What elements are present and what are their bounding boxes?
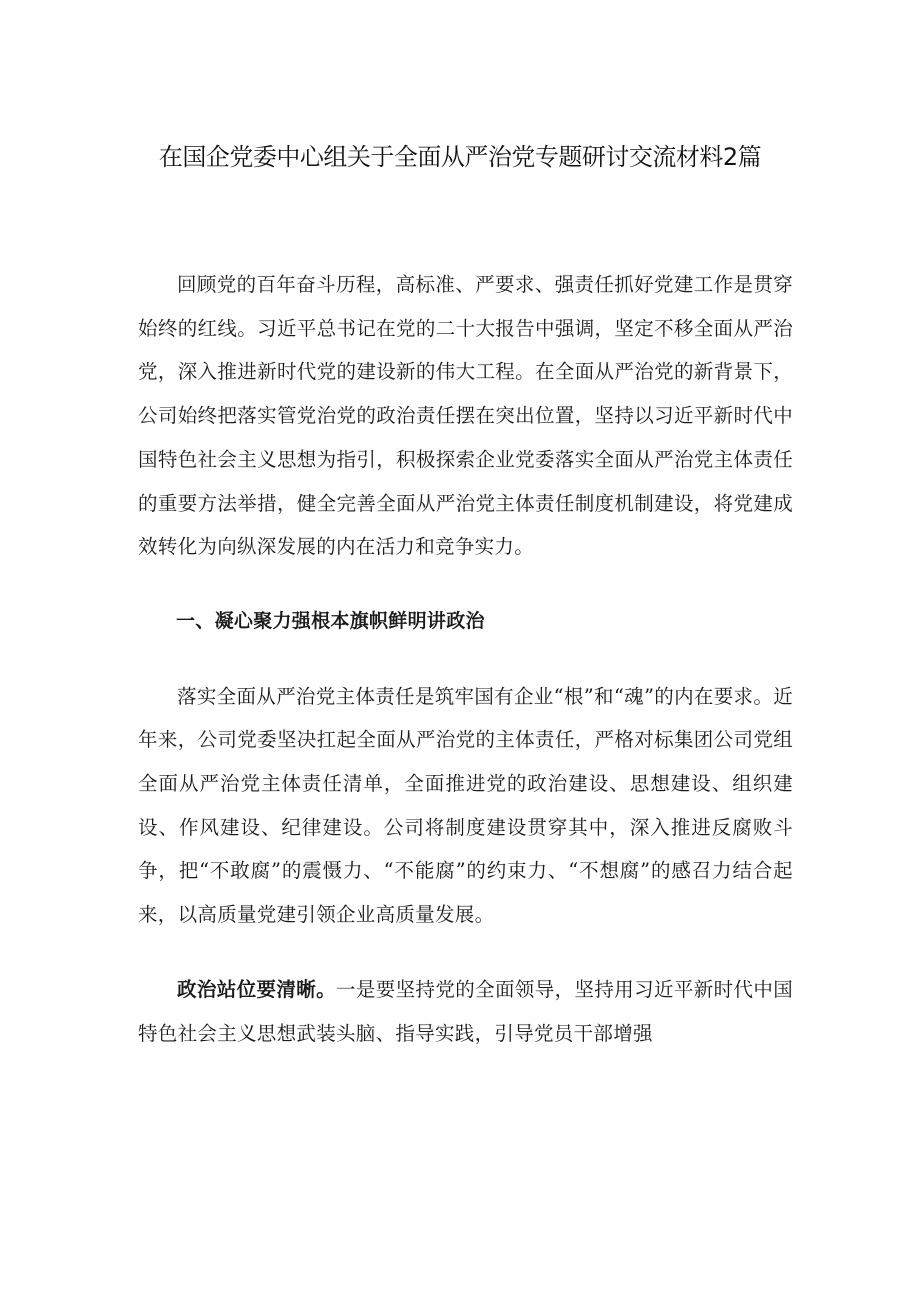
intro-paragraph: 回顾党的百年奋斗历程，高标准、严要求、强责任抓好党建工作是贯穿始终的红线。习近平总书记在党的二十大报告中强调，坚定不移全面从严治党，深入推进新时代党的建设新的伟大工程。在全面从严治党的新背景下，公司始终把落实管党治党的政治责任摆在突出位置，坚持以习近平新时代中国特色社会主义思想为指引，积极探索企业党委落实全面从严治党主体责任的重要方法举措，健全完善全面从严治党主体责任制度机制建设，将党建成效转化为向纵深发展的内在活力和竞争实力。 — [138, 273, 793, 559]
point-1-text: 一是要坚持党的全面领导，坚持用习近平新时代中国特色社会主义思想武装头脑、指导实践，引导党员干部增强 — [138, 977, 793, 1045]
section-1-paragraph: 落实全面从严治党主体责任是筑牢国有企业“根”和“魂”的内在要求。近年来，公司党委坚决扛起全面从严治党的主体责任，严格对标集团公司党组全面从严治党主体责任清单，全面推进党的政治建设、思想建设、组织建设、作风建设、纪律建设。公司将制度建设贯穿其中，深入推进反腐败斗争，把“不敢腐”的震慑力、“不能腐”的约束力、“不想腐”的感召力结合起来，以高质量党建引领企业高质量发展。 — [138, 684, 793, 927]
point-1-lead: 政治站位要清晰。 — [177, 977, 336, 1001]
section-1-point-1 — [138, 968, 793, 1055]
document-body — [138, 263, 793, 1055]
paragraph-gap — [138, 569, 793, 600]
document-title: 在国企党委中心组关于全面从严治党专题研讨交流材料2篇 — [158, 143, 762, 171]
paragraph-gap — [138, 644, 793, 675]
paragraph-gap — [138, 937, 793, 968]
section-1-heading: 一、凝心聚力强根本旗帜鲜明讲政治 — [176, 609, 485, 632]
